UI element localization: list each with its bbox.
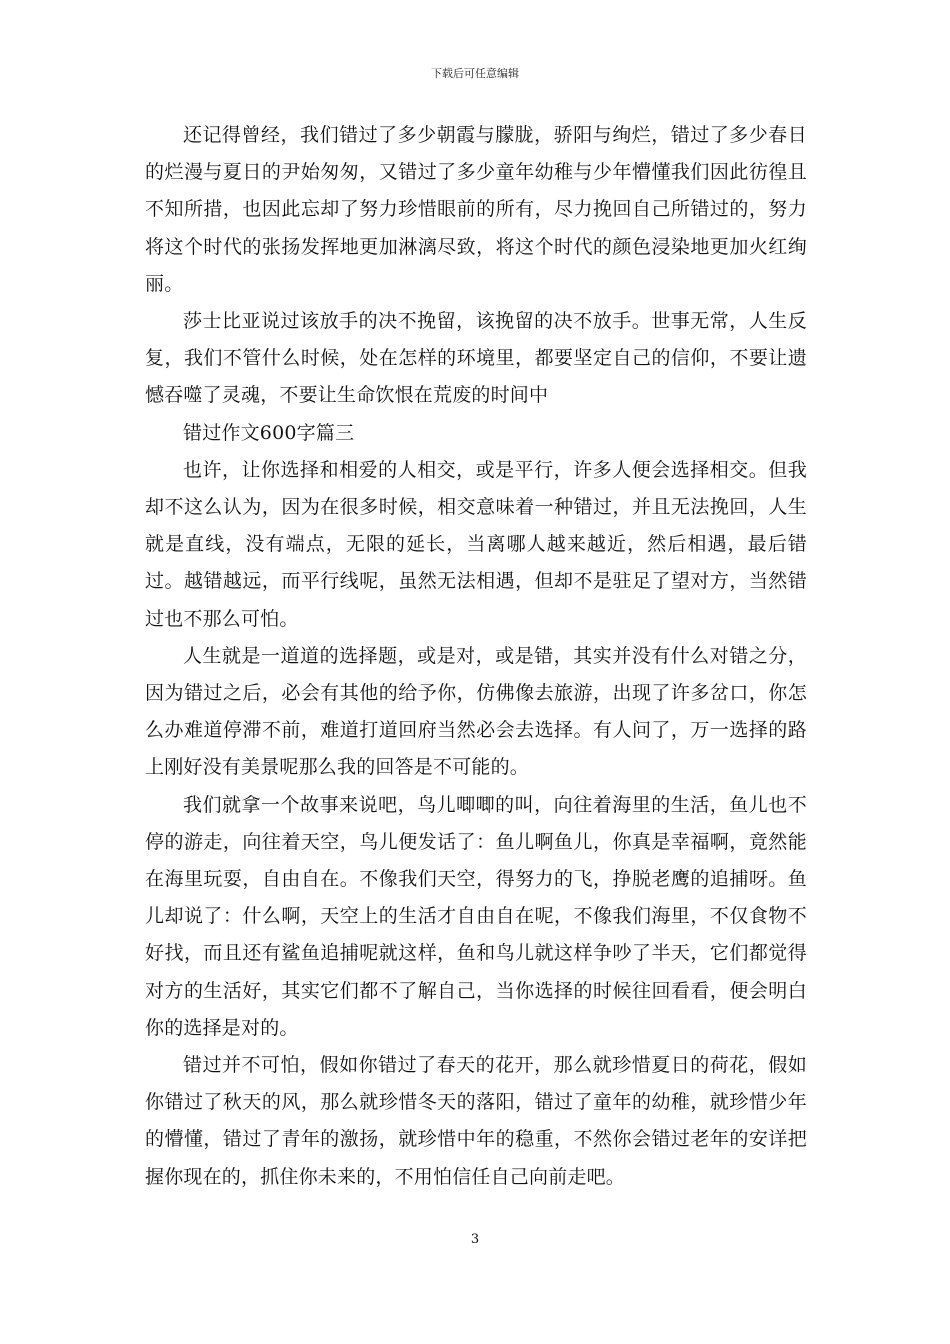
paragraph: 还记得曾经，我们错过了多少朝霞与朦胧，骄阳与绚烂，错过了多少春日的烂漫与夏日的尹始匆匆，又错过了多少童年幼稚与少年懵懂我们因此彷徨且不知所措，也因此忘却了努力珍惜眼前的所有，尽力挽回自己所错过的，努力将这个时代的张扬发挥地更加淋漓尽致，将这个时代的颜色浸染地更加火红绚丽。 <box>145 124 807 295</box>
paragraph: 莎士比亚说过该放手的决不挽留，该挽留的决不放手。世事无常，人生反复，我们不管什么时候，处在怎样的环境里，都要坚定自己的信仰，不要让遗憾吞噬了灵魂，不要让生命饮恨在荒废的时间中 <box>145 310 807 407</box>
paragraph: 我们就拿一个故事来说吧，鸟儿唧唧的叫，向往着海里的生活，鱼儿也不停的游走，向往着天空，鸟儿便发话了：鱼儿啊鱼儿，你真是幸福啊，竟然能在海里玩耍，自由自在。不像我们天空，得努力的飞，挣脱老鹰的追捕呀。鱼儿却说了：什么啊，天空上的生活才自由自在呢，不像我们海里，不仅食物不好找，而且还有鲨鱼追捕呢就这样，鱼和鸟儿就这样争吵了半天，它们都觉得对方的生活好，其实它们都不了解自己，当你选择的时候往回看看，便会明白你的选择是对的。 <box>145 793 807 1039</box>
page-number: 3 <box>470 1232 480 1247</box>
page-header: 下载后可任意编辑 <box>431 67 519 80</box>
paragraph: 人生就是一道道的选择题，或是对，或是错，其实并没有什么对错之分，因为错过之后，必会有其他的给予你，仿佛像去旅游，出现了许多岔口，你怎么办难道停滞不前，难道打道回府当然必会去选择。有人问了，万一选择的路上刚好没有美景呢那么我的回答是不可能的。 <box>145 644 807 779</box>
document-body <box>145 117 807 1196</box>
section-heading: 错过作文600字篇三 <box>183 421 355 444</box>
paragraph: 也许，让你选择和相爱的人相交，或是平行，许多人便会选择相交。但我却不这么认为，因为在很多时候，相交意味着一种错过，并且无法挽回，人生就是直线，没有端点，无限的延长，当离哪人越来越近，然后相遇，最后错过。越错越远，而平行线呢，虽然无法相遇，但却不是驻足了望对方，当然错过也不那么可怕。 <box>145 458 807 630</box>
paragraph: 错过并不可怕，假如你错过了春天的花开，那么就珍惜夏日的荷花，假如你错过了秋天的风，那么就珍惜冬天的落阳，错过了童年的幼稚，就珍惜少年的懵懂，错过了青年的激扬，就珍惜中年的稳重，不然你会错过老年的安详把握你现在的，抓住你未来的，不用怕信任自己向前走吧。 <box>145 1054 807 1188</box>
